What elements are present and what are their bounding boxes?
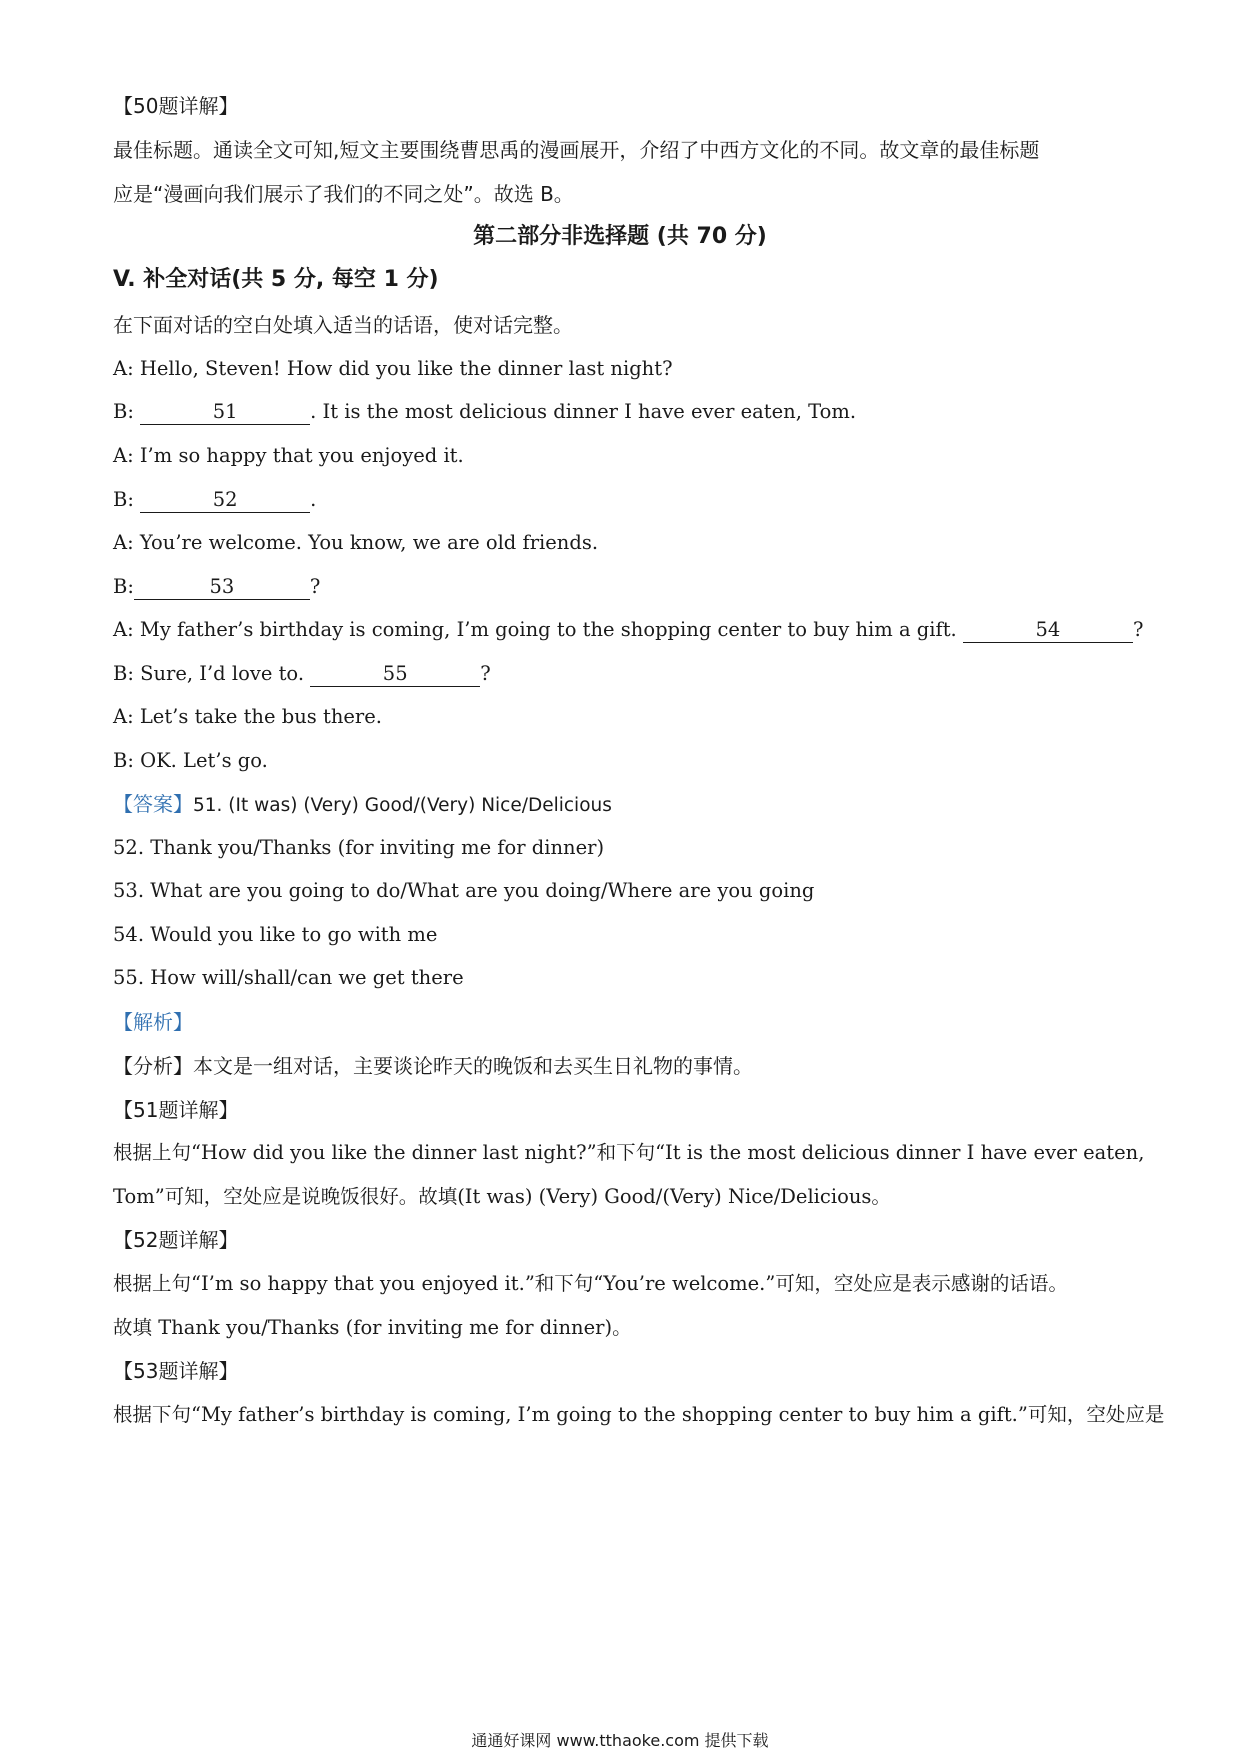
q52-line1: 根据上句“I’m so happy that you enjoyed it.”和下句“You’re welcome.”可知，空处应是表示感谢的话语。 bbox=[113, 1272, 1068, 1295]
answer-54: 54. Would you like to go with me bbox=[113, 923, 438, 946]
dialogue-line-10: B: OK. Let’s go. bbox=[113, 749, 268, 772]
dialogue-line-5: A: You’re welcome. You know, we are old friends. bbox=[113, 531, 599, 554]
answer-51: 51. (It was) (Very) Good/(Very) Nice/Delicious bbox=[193, 795, 612, 816]
dialogue-line-7-suffix: ? bbox=[1132, 618, 1144, 641]
blank-55[interactable]: 55 bbox=[310, 662, 480, 687]
analysis-tag: 【解析】 bbox=[113, 1010, 193, 1034]
q53-line1: 根据下句“My father’s birthday is coming, I’m going to the shopping center to buy him a gift.”可知，空处应是 bbox=[113, 1403, 1165, 1426]
q50-header: 【50题详解】 bbox=[113, 94, 239, 118]
dialogue-line-8 bbox=[113, 660, 1133, 688]
dialogue-line-6-suffix: ? bbox=[309, 575, 321, 598]
q52-line2: 故填 Thank you/Thanks (for inviting me for dinner)。 bbox=[113, 1316, 632, 1339]
part-two-title: 第二部分非选择题 (共 70 分) bbox=[473, 224, 767, 249]
blank-52[interactable]: 52 bbox=[140, 488, 310, 513]
dialogue-line-8-suffix: ? bbox=[480, 662, 491, 685]
analysis-intro: 【分析】本文是一组对话，主要谈论昨天的晚饭和去买生日礼物的事情。 bbox=[113, 1054, 753, 1078]
blank-51[interactable]: 51 bbox=[140, 400, 310, 425]
footer-source: 通通好课网 www.tthaoke.com 提供下载 bbox=[471, 1731, 769, 1750]
answer-line-51 bbox=[113, 790, 1133, 820]
dialogue-line-6 bbox=[113, 573, 1133, 601]
dialogue-line-3: A: I’m so happy that you enjoyed it. bbox=[113, 444, 464, 467]
q51-line2: Tom”可知，空处应是说晚饭很好。故填(It was) (Very) Good/(Very) Nice/Delicious。 bbox=[113, 1185, 891, 1208]
instruction: 在下面对话的空白处填入适当的话语，使对话完整。 bbox=[113, 313, 573, 337]
answer-55: 55. How will/shall/can we get there bbox=[113, 966, 464, 989]
q51-header: 【51题详解】 bbox=[113, 1098, 239, 1122]
dialogue-line-6-prefix: B: bbox=[113, 575, 134, 598]
blank-54[interactable]: 54 bbox=[963, 618, 1133, 643]
blank-53[interactable]: 53 bbox=[134, 575, 310, 600]
dialogue-line-4-suffix: . bbox=[310, 488, 317, 511]
answer-53: 53. What are you going to do/What are you doing/Where are you going bbox=[113, 879, 815, 902]
q52-header: 【52题详解】 bbox=[113, 1228, 239, 1252]
q51-line1: 根据上句“How did you like the dinner last night?”和下句“It is the most delicious dinner I have ever eaten, bbox=[113, 1141, 1145, 1164]
dialogue-line-1: A: Hello, Steven! How did you like the dinner last night? bbox=[113, 357, 673, 380]
dialogue-line-7-prefix: A: My father’s birthday is coming, I’m going to the shopping center to buy him a gift. bbox=[113, 618, 963, 641]
q53-header: 【53题详解】 bbox=[113, 1359, 239, 1383]
section-v-title: V. 补全对话(共 5 分, 每空 1 分) bbox=[113, 267, 439, 292]
q50-detail-line2: 应是“漫画向我们展示了我们的不同之处”。故选 B。 bbox=[113, 182, 574, 206]
answer-52: 52. Thank you/Thanks (for inviting me for dinner) bbox=[113, 836, 605, 859]
dialogue-line-4 bbox=[113, 486, 1133, 514]
dialogue-line-7 bbox=[113, 616, 1144, 644]
dialogue-line-9: A: Let’s take the bus there. bbox=[113, 705, 382, 728]
dialogue-line-2 bbox=[113, 398, 1133, 426]
answer-tag: 【答案】 bbox=[113, 792, 193, 816]
dialogue-line-2-prefix: B: bbox=[113, 400, 141, 423]
dialogue-line-2-suffix: . It is the most delicious dinner I have ever eaten, Tom. bbox=[310, 400, 857, 423]
q50-detail-line1: 最佳标题。通读全文可知,短文主要围绕曹思禹的漫画展开，介绍了中西方文化的不同。故文章的最佳标题 bbox=[113, 138, 1040, 162]
dialogue-line-4-prefix: B: bbox=[113, 488, 141, 511]
dialogue-line-8-prefix: B: Sure, I’d love to. bbox=[113, 662, 311, 685]
